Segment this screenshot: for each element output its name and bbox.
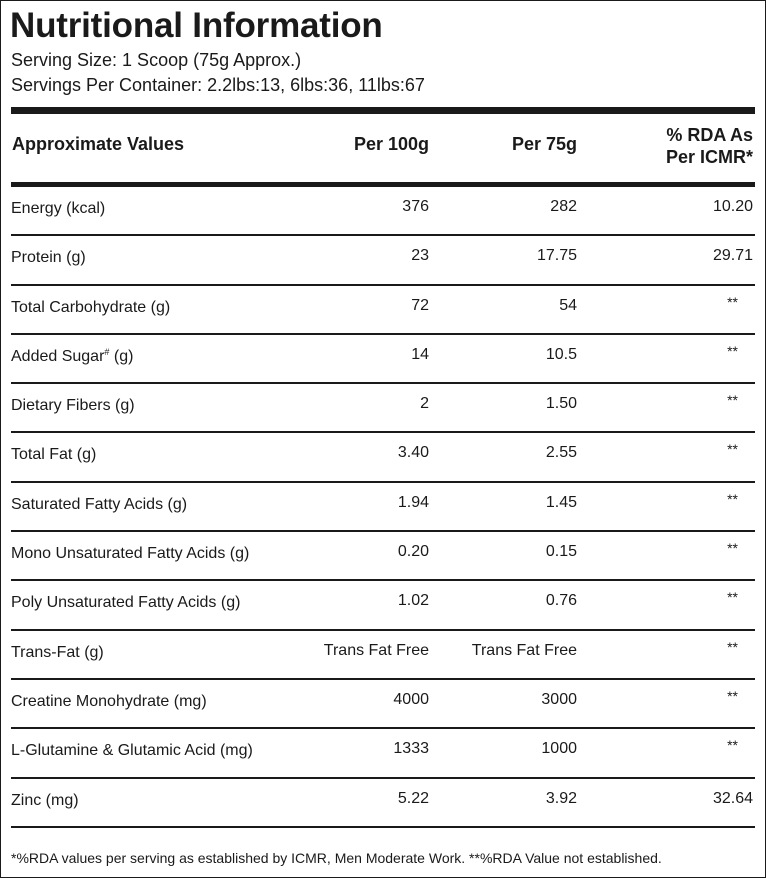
nutrient-label: Poly Unsaturated Fatty Acids (g) xyxy=(11,594,241,612)
value-per-100g: 23 xyxy=(411,247,429,265)
value-per-75g: Trans Fat Free xyxy=(471,641,577,659)
value-per-100g: 4000 xyxy=(393,690,429,708)
top-divider xyxy=(11,107,755,114)
nutrient-label: Protein (g) xyxy=(11,249,86,267)
table-row xyxy=(11,779,755,828)
nutrient-label: Creatine Monohydrate (mg) xyxy=(11,692,207,710)
value-per-75g: 282 xyxy=(550,198,577,215)
table-header xyxy=(11,114,755,182)
table-row xyxy=(11,532,755,581)
value-per-100g: 376 xyxy=(402,198,429,215)
table-row xyxy=(11,631,755,680)
table-row xyxy=(11,581,755,630)
nutrient-label-main: Added Sugar xyxy=(11,347,105,365)
value-rda: ** xyxy=(727,441,738,458)
nutrient-label: Trans-Fat (g) xyxy=(11,643,104,661)
nutrient-label: Total Carbohydrate (g) xyxy=(11,298,171,316)
value-per-100g: 1333 xyxy=(393,740,429,758)
nutrient-label: Dietary Fibers (g) xyxy=(11,397,135,415)
value-rda: ** xyxy=(727,589,738,606)
table-row xyxy=(11,729,755,778)
header-per-100g: Per 100g xyxy=(353,134,429,154)
value-per-75g: 3.92 xyxy=(545,789,577,807)
value-per-100g: 1.02 xyxy=(397,592,429,610)
header-rda xyxy=(666,124,753,168)
value-per-75g: 54 xyxy=(559,296,577,314)
value-per-75g: 1000 xyxy=(541,740,577,758)
nutrient-label: Zinc (mg) xyxy=(11,791,79,809)
value-per-75g: 2.55 xyxy=(545,444,577,462)
value-per-75g: 1.50 xyxy=(545,395,577,413)
table-row xyxy=(11,433,755,482)
header-rda-line2: Per ICMR* xyxy=(665,147,753,167)
value-rda: ** xyxy=(727,293,738,310)
header-approximate-values: Approximate Values xyxy=(12,134,185,154)
value-rda: ** xyxy=(727,737,738,754)
value-rda: ** xyxy=(727,490,738,507)
servings-per-container: Servings Per Container: 2.2lbs:13, 6lbs:36, 11lbs:67 xyxy=(11,75,425,95)
value-rda: ** xyxy=(727,638,738,655)
value-per-75g: 17.75 xyxy=(536,247,577,265)
table-row xyxy=(11,483,755,532)
value-per-100g: 72 xyxy=(411,296,429,314)
header-per-75g: Per 75g xyxy=(511,134,577,154)
nutrient-label: Energy (kcal) xyxy=(11,200,106,217)
value-rda: 32.64 xyxy=(712,789,753,807)
value-per-100g: Trans Fat Free xyxy=(323,641,429,659)
value-per-100g: 2 xyxy=(420,395,429,413)
nutrient-label-tail: (g) xyxy=(109,347,134,365)
table-row xyxy=(11,680,755,729)
value-rda: ** xyxy=(727,687,738,704)
value-rda: ** xyxy=(727,392,738,409)
value-per-100g: 1.94 xyxy=(397,493,429,511)
value-per-100g: 3.40 xyxy=(397,444,429,462)
value-per-75g: 1.45 xyxy=(545,493,577,511)
table-row xyxy=(11,187,755,236)
nutrient-label: L-Glutamine & Glutamic Acid (mg) xyxy=(11,742,253,760)
value-per-100g: 0.20 xyxy=(397,543,429,561)
header-rda-line1: % RDA As xyxy=(666,125,753,145)
value-per-75g: 10.5 xyxy=(545,345,577,363)
value-per-75g: 3000 xyxy=(541,690,577,708)
nutrient-label: Total Fat (g) xyxy=(11,446,97,464)
serving-size: Serving Size: 1 Scoop (75g Approx.) xyxy=(11,50,302,70)
nutrient-label-sup: # xyxy=(104,346,110,357)
table-row xyxy=(11,335,755,384)
value-rda: 29.71 xyxy=(712,247,753,265)
table-body xyxy=(11,187,755,828)
value-per-100g: 14 xyxy=(411,345,429,363)
table-row xyxy=(11,384,755,433)
value-rda: ** xyxy=(727,540,738,557)
value-rda: ** xyxy=(727,342,738,359)
value-rda: 10.20 xyxy=(712,198,753,215)
footnote: *%RDA values per serving as established by ICMR, Men Moderate Work. **%RDA Value not established. xyxy=(11,850,662,866)
value-per-75g: 0.76 xyxy=(545,592,577,610)
nutrient-label: Saturated Fatty Acids (g) xyxy=(11,495,188,513)
value-per-75g: 0.15 xyxy=(545,543,577,561)
value-per-100g: 5.22 xyxy=(397,789,429,807)
table-row xyxy=(11,236,755,285)
panel-title: Nutritional Information xyxy=(10,6,383,45)
nutrient-label xyxy=(11,347,133,367)
nutrient-label: Mono Unsaturated Fatty Acids (g) xyxy=(11,545,250,563)
table-row xyxy=(11,286,755,335)
